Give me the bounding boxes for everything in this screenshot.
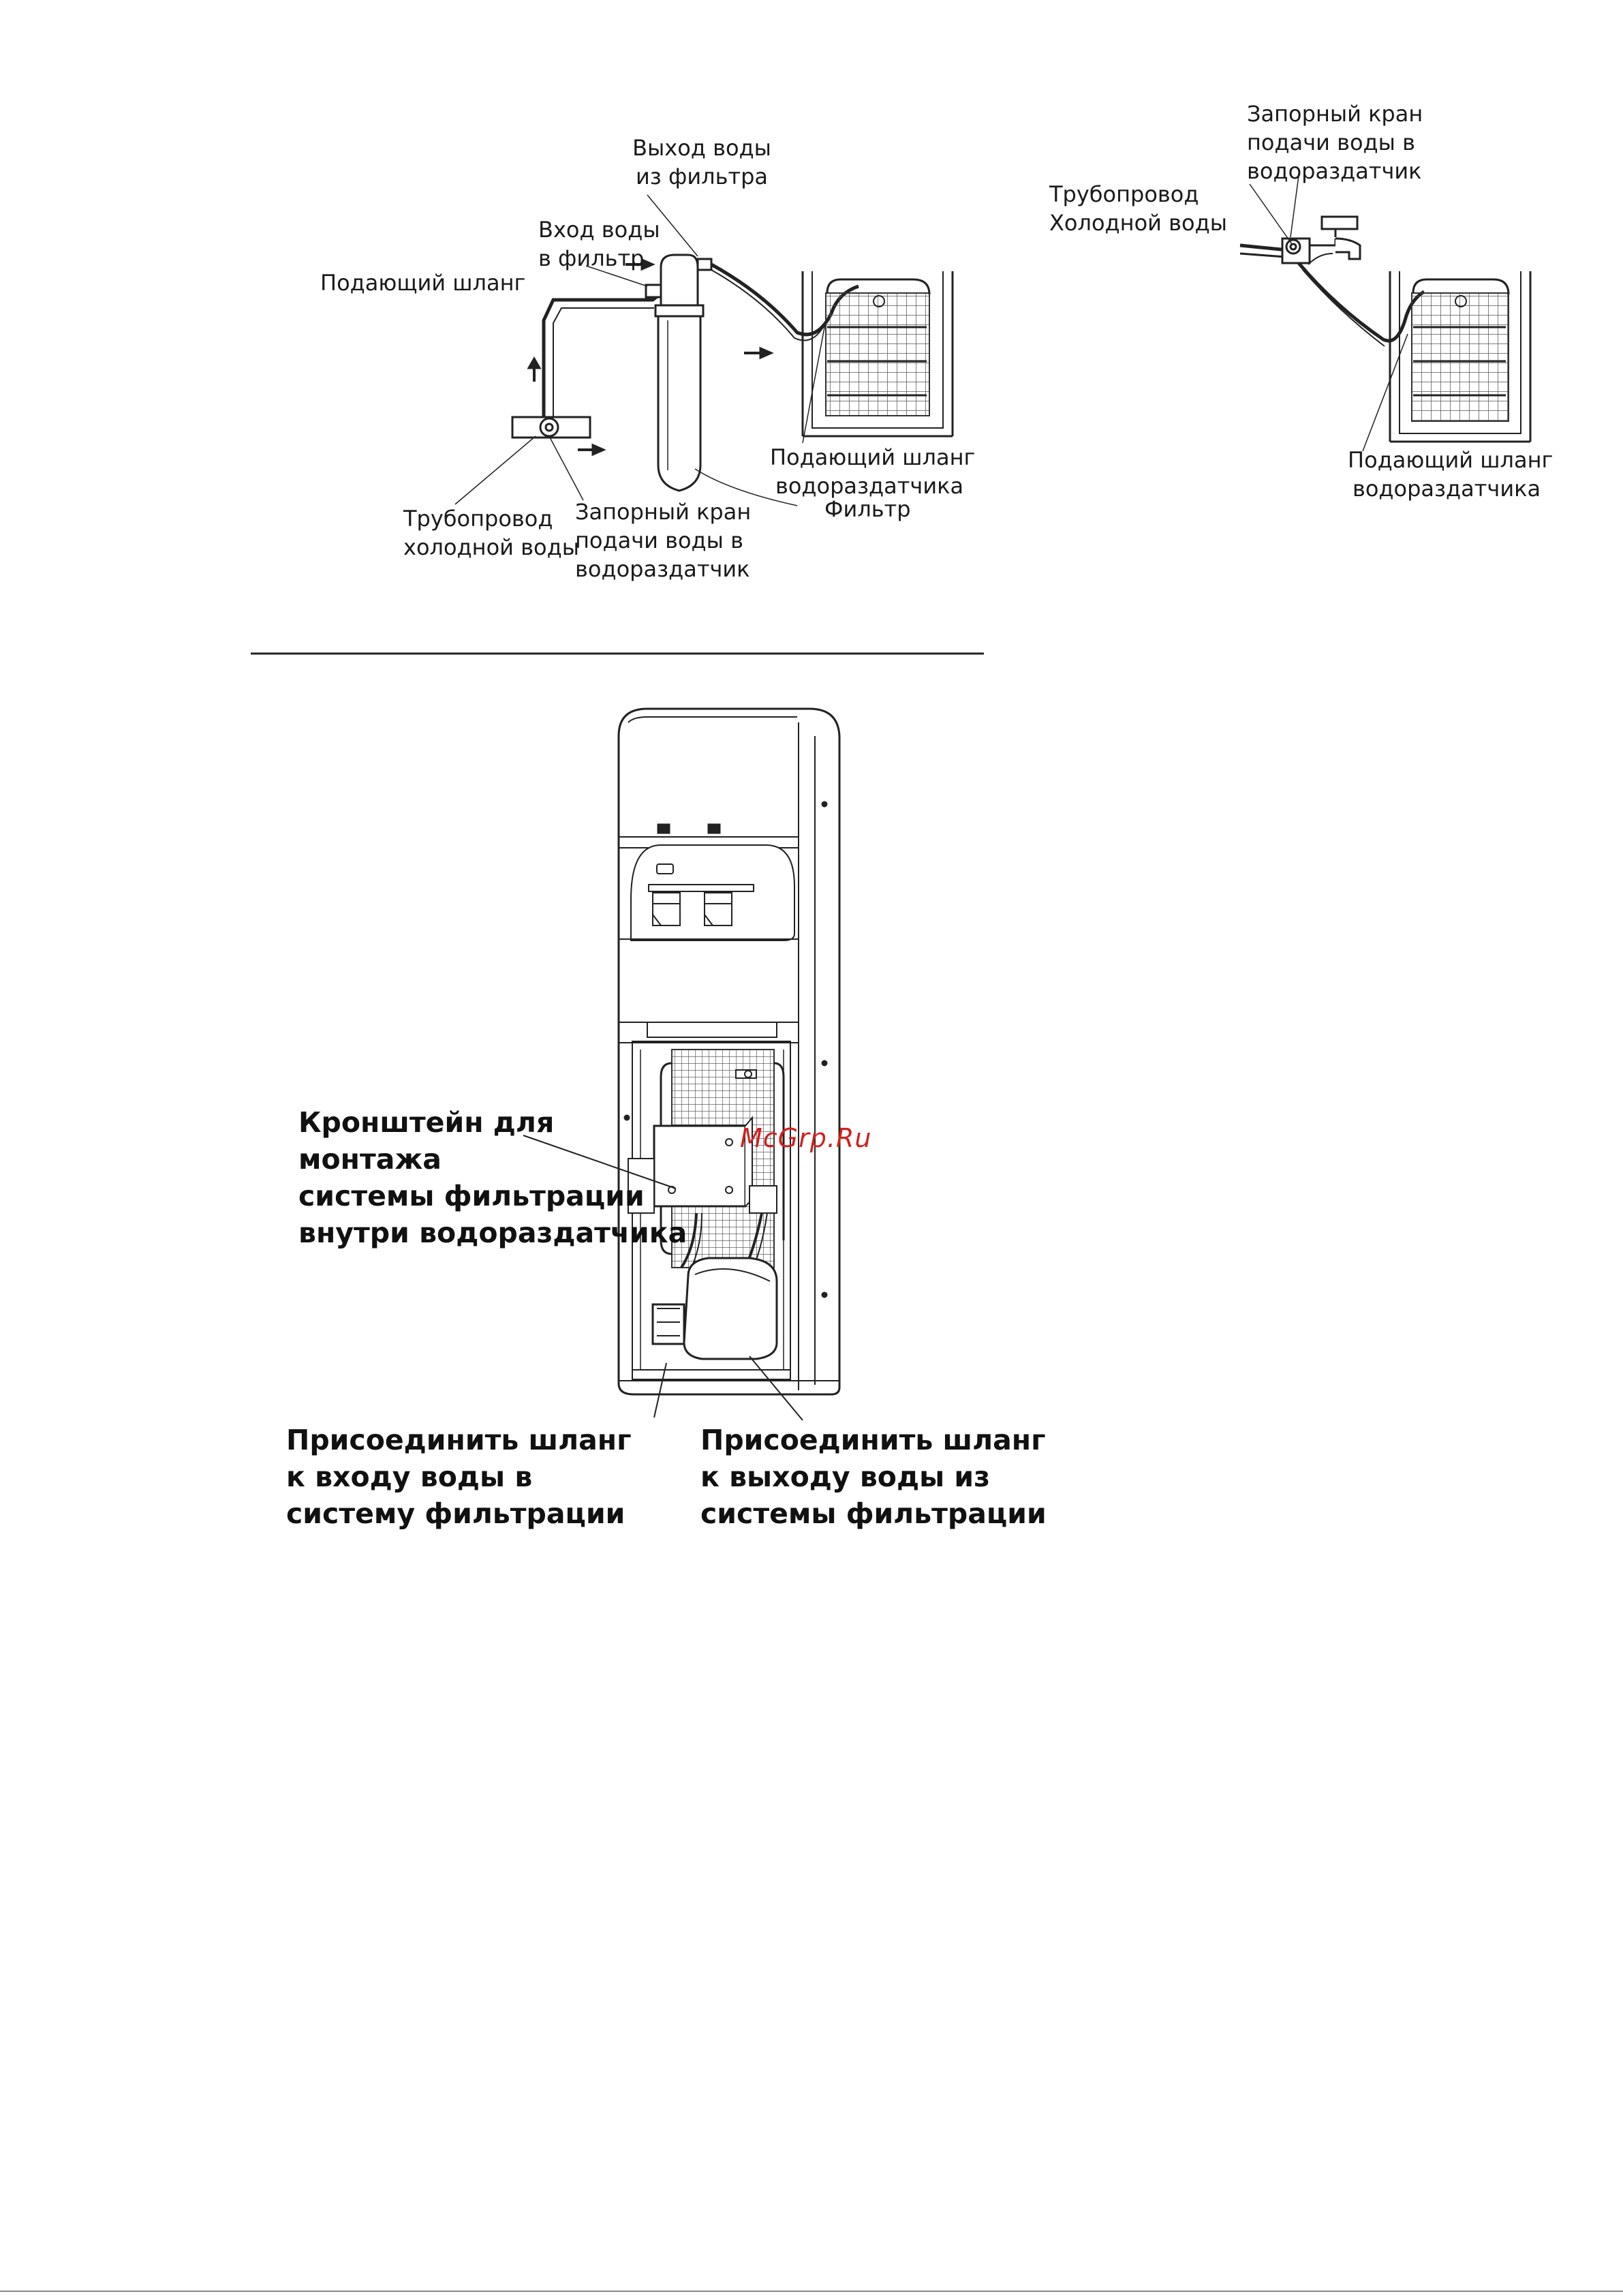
label-shutoff-valve-right	[1247, 100, 1423, 185]
watermark: McGrp.Ru	[740, 1123, 872, 1153]
text-line: Фильтр	[824, 496, 911, 522]
label-dispenser-supply-hose	[770, 443, 976, 500]
text-line: Подающий шланг	[320, 270, 526, 296]
text-line: водораздатчика	[775, 473, 964, 499]
text-line: к выходу воды из	[700, 1460, 990, 1493]
text-line: Выход воды	[632, 135, 771, 161]
label-connect-outlet	[700, 1422, 1047, 1532]
text-line: Трубопровод	[1049, 181, 1199, 207]
text-line: систему фильтрации	[286, 1497, 625, 1530]
text-line: Вход воды	[538, 217, 660, 243]
label-cold-water-pipe-right	[1049, 180, 1227, 237]
label-shutoff-valve	[575, 498, 751, 583]
text-line: системы фильтрации	[700, 1497, 1047, 1530]
label-cold-water-pipe	[403, 504, 579, 562]
text-line: Холодной воды	[1049, 210, 1227, 236]
dispenser-back-view	[523, 709, 839, 1420]
label-filtration-bracket	[298, 1104, 687, 1251]
text-line: подачи воды в	[1247, 129, 1415, 155]
label-filter	[824, 495, 911, 523]
label-water-inlet-filter	[538, 215, 660, 273]
text-line: Запорный кран	[1247, 101, 1423, 127]
text-line: в фильтр	[538, 245, 645, 271]
text-line: Подающий шланг	[770, 444, 976, 470]
text-line: внутри водораздатчика	[298, 1216, 687, 1249]
text-line: Запорный кран	[575, 499, 752, 525]
text-line: Трубопровод	[403, 506, 553, 532]
label-water-outlet-filter	[627, 134, 777, 191]
text-line: Присоединить шланг	[286, 1424, 632, 1456]
text-line: Подающий шланг	[1348, 447, 1554, 473]
text-line: Кронштейн для	[298, 1106, 555, 1139]
text-line: системы фильтрации	[298, 1180, 645, 1212]
label-connect-inlet	[286, 1422, 632, 1532]
label-supply-hose	[320, 269, 525, 297]
text-line: из фильтра	[635, 164, 768, 189]
text-line: подачи воды в	[575, 527, 743, 553]
text-line: Присоединить шланг	[700, 1424, 1046, 1456]
text-line: водораздатчик	[1247, 158, 1422, 184]
text-line: монтажа	[298, 1143, 442, 1176]
text-line: водораздатчик	[575, 556, 750, 582]
text-line: холодной воды	[403, 534, 579, 560]
valve-connection-diagram	[1240, 176, 1530, 451]
text-line: к входу воды в	[286, 1460, 533, 1493]
label-dispenser-supply-hose-right	[1348, 446, 1554, 503]
text-line: водораздатчика	[1352, 476, 1541, 502]
